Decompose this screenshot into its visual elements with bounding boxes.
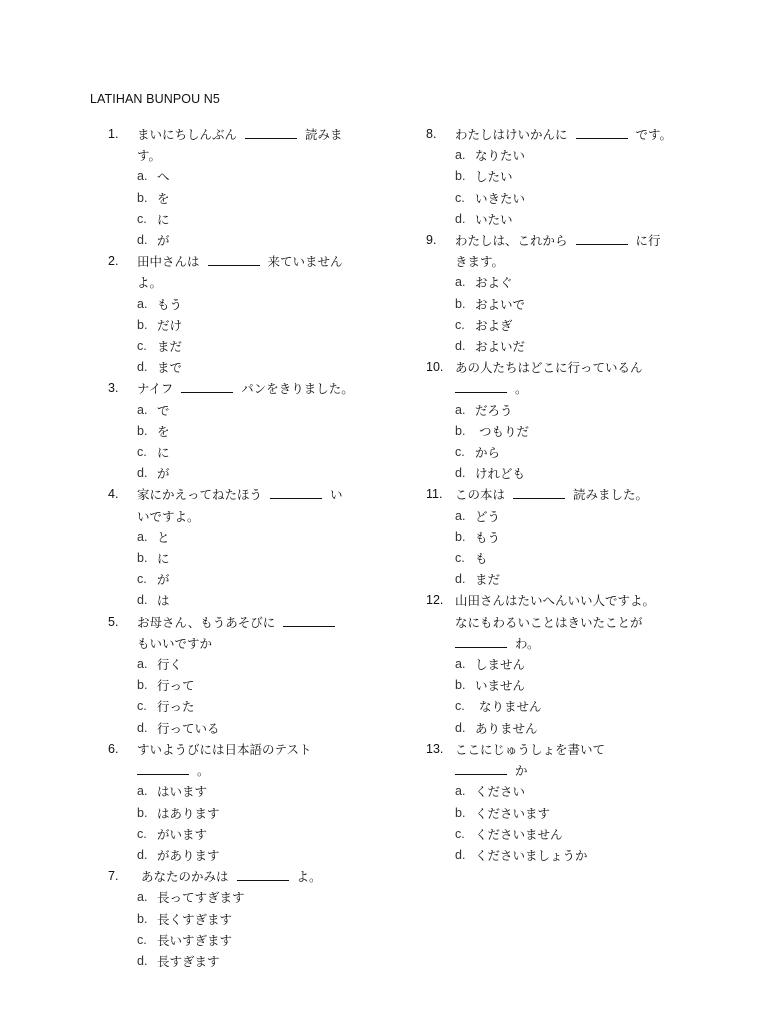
question-text-after: 。: [515, 381, 528, 397]
question-text-before: 家にかえってねたほう: [137, 487, 263, 503]
answer-option: [426, 845, 698, 866]
answer-option: [108, 209, 370, 230]
question-number: 8.: [426, 127, 437, 141]
option-text: くださいます: [475, 805, 551, 821]
option-letter: b.: [137, 551, 148, 566]
question-text-before: まいにちしんぶん: [137, 127, 238, 142]
question-text-before: あなたのかみは: [137, 869, 229, 885]
answer-option: [426, 400, 698, 421]
question-4: [108, 484, 370, 611]
question-text: [137, 378, 370, 399]
question-number: 13.: [426, 741, 444, 756]
answer-option: [108, 463, 370, 484]
question-text: [455, 590, 698, 654]
option-text: が: [157, 572, 170, 588]
option-letter: c.: [455, 826, 465, 841]
option-text: もう: [157, 296, 183, 312]
option-letter: d.: [137, 847, 148, 862]
option-letter: b.: [455, 169, 466, 184]
question-13: [426, 739, 698, 866]
answer-option: [108, 357, 370, 378]
answer-option: [426, 145, 698, 166]
question-text-after: パンをきりました。: [241, 381, 354, 397]
question-number: 11.: [426, 487, 443, 502]
question-stem: [426, 739, 698, 781]
question-text-before: 山田さんはたいへんいい人ですよ。 なにもわるいことはきいたことが: [455, 593, 656, 630]
question-text-before: お母さん、もうあそびに: [137, 614, 276, 630]
question-stem: [108, 124, 370, 166]
question-5: [108, 612, 370, 739]
option-text: を: [157, 190, 170, 206]
answer-option: [108, 590, 370, 611]
answer-option: [108, 315, 370, 336]
question-stem: [108, 251, 370, 293]
question-6: [108, 739, 370, 866]
answer-option: [426, 421, 698, 442]
question-text-before: 田中さんは: [137, 254, 200, 270]
answer-option: [108, 909, 370, 930]
question-stem: [426, 230, 698, 272]
option-text: から: [475, 445, 501, 461]
question-text-before: わたしはけいかんに: [455, 127, 568, 142]
question-stem: [426, 357, 698, 399]
option-text: いきたい: [475, 190, 526, 206]
question-1: [108, 124, 370, 251]
answer-option: [108, 548, 370, 569]
question-stem: [108, 484, 370, 526]
answer-option: [108, 675, 370, 696]
question-text-before: この本は: [455, 487, 506, 503]
question-text: [137, 612, 370, 654]
answer-blank: [137, 762, 189, 775]
answer-option: [426, 781, 698, 802]
option-letter: a.: [455, 402, 466, 417]
option-letter: d.: [455, 572, 466, 587]
question-text-after: です。: [635, 127, 673, 142]
question-3: [108, 378, 370, 484]
question-text-after: よ。: [296, 869, 322, 885]
option-letter: a.: [455, 275, 466, 290]
answer-option: [108, 887, 370, 908]
option-text: くださいません: [475, 826, 563, 842]
question-stem: [426, 484, 698, 505]
question-stem: [426, 590, 698, 654]
question-number: 1.: [108, 127, 119, 141]
question-number: 12.: [426, 593, 444, 608]
answer-option: [426, 527, 698, 548]
question-text-before: ここにじゅうしょを書いて: [455, 741, 606, 757]
option-letter: b.: [455, 805, 466, 820]
question-number: 10.: [426, 360, 444, 375]
answer-option: [108, 569, 370, 590]
answer-option: [426, 209, 698, 230]
answer-option: [108, 294, 370, 315]
question-text-after: に行 きます。: [455, 233, 661, 270]
option-letter: a.: [455, 657, 466, 672]
option-text: まで: [157, 360, 183, 376]
option-text: ください: [475, 784, 526, 800]
question-number: 7.: [108, 869, 119, 884]
option-letter: c.: [137, 211, 147, 226]
option-text: つもりだ: [475, 423, 529, 439]
question-text-after: 読みました。: [573, 487, 649, 503]
option-text: しません: [475, 657, 526, 673]
option-text: 行く: [157, 657, 183, 673]
option-text: なりたい: [475, 148, 526, 164]
answer-option: [426, 824, 698, 845]
option-text: を: [157, 423, 170, 439]
question-text-after: もいいですか: [137, 635, 213, 651]
option-text: 長ってすぎます: [157, 890, 245, 906]
answer-option: [108, 803, 370, 824]
option-letter: c.: [455, 551, 465, 566]
option-letter: c.: [137, 445, 147, 460]
question-text: [455, 124, 698, 145]
question-9: [426, 230, 698, 357]
option-letter: c.: [455, 445, 465, 460]
answer-option: [108, 824, 370, 845]
option-text: 長いすぎます: [157, 932, 233, 948]
answer-option: [426, 506, 698, 527]
option-letter: d.: [455, 339, 466, 354]
question-stem: [108, 866, 370, 887]
answer-option: [108, 718, 370, 739]
question-12: [426, 590, 698, 738]
question-text-after: か: [515, 763, 528, 779]
answer-option: [108, 527, 370, 548]
question-8: [426, 124, 698, 230]
answer-option: [426, 463, 698, 484]
option-text: はあります: [157, 805, 220, 821]
question-text: [137, 484, 370, 526]
option-letter: c.: [137, 826, 147, 841]
option-text: 長すぎます: [157, 953, 220, 969]
option-text: およぐ: [475, 275, 513, 291]
option-letter: b.: [137, 678, 148, 693]
option-letter: a.: [137, 784, 148, 799]
option-letter: a.: [137, 529, 148, 544]
option-text: が: [157, 466, 170, 482]
option-letter: d.: [137, 360, 148, 375]
question-number: 2.: [108, 254, 119, 269]
option-text: 行った: [157, 699, 195, 715]
right-column: [426, 124, 698, 866]
answer-option: [108, 400, 370, 421]
option-text: に: [157, 551, 170, 567]
option-letter: b.: [137, 805, 148, 820]
question-text-after: 。: [197, 763, 210, 779]
answer-option: [108, 781, 370, 802]
option-letter: a.: [455, 148, 466, 163]
answer-option: [426, 675, 698, 696]
answer-option: [108, 421, 370, 442]
option-text: およぎ: [475, 317, 513, 333]
answer-blank: [208, 253, 260, 266]
answer-option: [426, 803, 698, 824]
option-letter: a.: [455, 784, 466, 799]
question-2: [108, 251, 370, 378]
answer-option: [426, 166, 698, 187]
option-letter: a.: [137, 296, 148, 311]
answer-option: [426, 294, 698, 315]
answer-option: [426, 718, 698, 739]
option-letter: c.: [137, 339, 147, 354]
answer-option: [426, 696, 698, 717]
option-text: くださいましょうか: [475, 847, 588, 863]
option-text: 長くすぎます: [157, 911, 233, 927]
answer-option: [426, 654, 698, 675]
question-text: [455, 739, 698, 781]
option-letter: a.: [137, 657, 148, 672]
answer-option: [108, 696, 370, 717]
answer-blank: [283, 614, 335, 627]
option-letter: d.: [455, 211, 466, 226]
question-text-before: すいようびには日本語のテスト: [137, 741, 312, 757]
answer-blank: [513, 486, 565, 499]
option-text: がいます: [157, 826, 208, 842]
option-text: と: [157, 529, 170, 545]
option-text: だけ: [157, 317, 183, 333]
question-text: [137, 251, 370, 293]
option-letter: d.: [137, 953, 148, 968]
answer-option: [108, 930, 370, 951]
option-text: に: [157, 445, 170, 461]
option-letter: b.: [137, 423, 148, 438]
question-text-after: 読みま す。: [137, 127, 343, 164]
question-text: [455, 230, 698, 272]
option-letter: d.: [137, 720, 148, 735]
answer-option: [426, 569, 698, 590]
option-letter: a.: [137, 890, 148, 905]
answer-blank: [245, 126, 297, 139]
option-letter: a.: [455, 508, 466, 523]
question-stem: [108, 739, 370, 781]
answer-option: [108, 845, 370, 866]
left-column: [108, 124, 370, 972]
option-text: いたい: [475, 211, 513, 227]
question-10: [426, 357, 698, 484]
question-text-before: あの人たちはどこに行っているん: [455, 360, 643, 376]
answer-blank: [455, 380, 507, 393]
question-stem: [426, 124, 698, 145]
question-text-before: わたしは、これから: [455, 233, 568, 249]
option-text: 行って: [157, 678, 195, 694]
option-letter: d.: [137, 593, 148, 608]
option-text: が: [157, 233, 170, 249]
option-text: へ: [157, 169, 170, 185]
option-letter: d.: [137, 466, 148, 481]
answer-option: [108, 654, 370, 675]
option-text: したい: [475, 169, 513, 185]
option-letter: b.: [137, 190, 148, 205]
option-letter: d.: [137, 233, 148, 248]
question-text: [137, 124, 370, 166]
option-text: およいで: [475, 296, 526, 312]
option-text: はいます: [157, 784, 208, 800]
answer-option: [426, 442, 698, 463]
answer-option: [426, 548, 698, 569]
option-letter: c.: [137, 932, 147, 947]
option-letter: b.: [137, 911, 148, 926]
question-number: 3.: [108, 381, 119, 396]
option-letter: d.: [455, 847, 466, 862]
option-text: があります: [157, 847, 220, 863]
option-text: なりません: [475, 699, 542, 715]
answer-blank: [237, 868, 289, 881]
option-text: もう: [475, 529, 501, 545]
option-text: いません: [475, 678, 526, 694]
option-text: まだ: [475, 572, 501, 588]
option-text: まだ: [157, 339, 183, 355]
option-letter: d.: [455, 720, 466, 735]
answer-option: [426, 188, 698, 209]
answer-blank: [455, 635, 507, 648]
option-letter: b.: [455, 423, 466, 438]
option-text: 行っている: [157, 720, 220, 736]
question-text-after: い いですよ。: [137, 487, 343, 524]
option-letter: c.: [137, 699, 147, 714]
option-letter: b.: [455, 296, 466, 311]
option-letter: b.: [455, 678, 466, 693]
question-7: [108, 866, 370, 972]
option-text: は: [157, 593, 170, 609]
question-text: [455, 484, 698, 505]
answer-option: [108, 442, 370, 463]
question-number: 5.: [108, 614, 119, 629]
question-text: [455, 357, 698, 399]
answer-option: [426, 272, 698, 293]
option-text: およいだ: [475, 339, 526, 355]
question-stem: [108, 378, 370, 399]
question-11: [426, 484, 698, 590]
option-text: で: [157, 402, 170, 418]
answer-option: [108, 336, 370, 357]
question-number: 9.: [426, 233, 437, 248]
answer-option: [426, 336, 698, 357]
question-text: [137, 866, 370, 887]
question-stem: [108, 612, 370, 654]
option-text: も: [475, 551, 488, 567]
question-number: 4.: [108, 487, 119, 502]
answer-blank: [181, 380, 233, 393]
option-letter: b.: [455, 529, 466, 544]
option-letter: c.: [455, 317, 465, 332]
answer-blank: [270, 486, 322, 499]
question-text: [137, 739, 370, 781]
option-text: けれども: [475, 466, 526, 482]
option-letter: b.: [137, 317, 148, 332]
option-letter: d.: [455, 466, 466, 481]
answer-option: [108, 230, 370, 251]
answer-blank: [455, 762, 507, 775]
option-text: どう: [475, 508, 501, 524]
option-letter: a.: [137, 169, 148, 184]
option-letter: c.: [137, 572, 147, 587]
question-text-after: 来ていません よ。: [137, 254, 343, 291]
answer-option: [108, 188, 370, 209]
question-text-after: わ。: [515, 635, 540, 651]
answer-blank: [576, 232, 628, 245]
answer-option: [108, 951, 370, 972]
answer-option: [426, 315, 698, 336]
option-letter: c.: [455, 190, 465, 205]
question-number: 6.: [108, 741, 119, 756]
answer-blank: [576, 126, 628, 139]
option-letter: c.: [455, 699, 465, 714]
question-text-before: ナイフ: [137, 381, 174, 397]
page-title: LATIHAN BUNPOU N5: [90, 92, 220, 106]
option-text: ありません: [475, 720, 538, 736]
option-text: だろう: [475, 402, 513, 418]
option-letter: a.: [137, 402, 148, 417]
answer-option: [108, 166, 370, 187]
option-text: に: [157, 211, 170, 227]
